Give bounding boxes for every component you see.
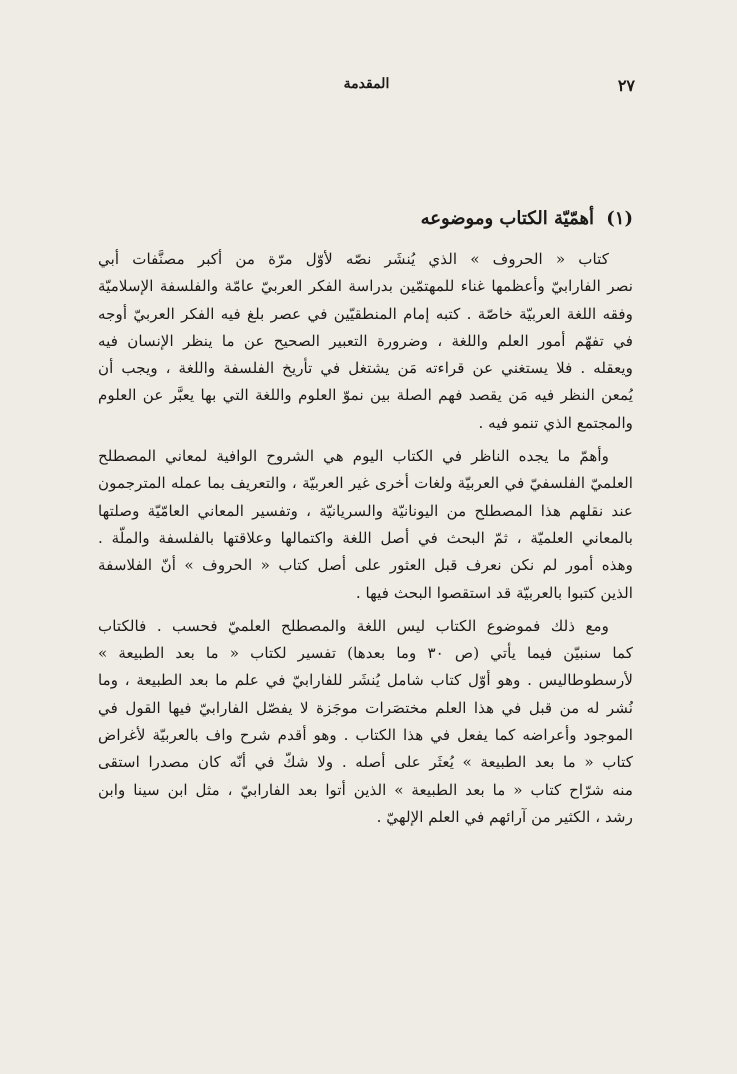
- paragraph-1: [98, 246, 633, 437]
- text-line: منه شرّاح كتاب « ما بعد الطبيعة » الذين أتوا بعد الفارابيّ ، مثل ابن سينا وابن: [98, 780, 633, 799]
- text-line: لأرسطوطاليس . وهو أوّل كتاب شامل يُنشَر للفارابيّ في علم ما بعد الطبيعة ، وما: [98, 671, 633, 690]
- section-heading: [98, 208, 633, 229]
- text-line: نُشر له من قبل في هذا العلم مختصَرات موجَزة لا يفصّل الفارابيّ فيها القول في: [98, 698, 633, 717]
- running-head: [98, 76, 635, 98]
- section-number: (١): [606, 208, 633, 229]
- section-title: أهمّيّة الكتاب وموضوعه: [420, 208, 594, 229]
- text-line: الذين كتبوا بالعربيّة قد استقصوا البحث فيها .: [355, 583, 633, 602]
- text-line: ومع ذلك فموضوع الكتاب ليس اللغة والمصطلح العلميّ فحسب . فالكتاب: [98, 616, 609, 635]
- text-line: والمجتمع الذي تنمو فيه .: [478, 413, 633, 432]
- text-line: العلميّ الفلسفيّ في العربيّة ولغات أخرى غير العربيّة ، والتعريف بما عمله المترجمون: [98, 474, 633, 493]
- text-line: ويعقله . فلا يستغني عن قراءته مَن يشتغل في تأريخ الفلسفة واللغة ، ويجب أن: [98, 359, 633, 378]
- text-line: كما سنبيّن فيما يأتي (ص ٣٠ وما بعدها) تفسير لكتاب « ما بعد الطبيعة »: [98, 644, 633, 663]
- running-title: المقدمة: [343, 76, 390, 92]
- text-line: رشد ، الكثير من آرائهم في العلم الإلهيّ .: [376, 807, 633, 826]
- text-line: وفقه اللغة العربيّة خاصّة . كتبه إمام المنطقيّين في عصر بلغ فيه الفكر العربيّ أوجه: [98, 304, 633, 323]
- page-number: ٢٧: [617, 76, 635, 95]
- text-line: الموجود وأعراضه كما يفعل في هذا الكتاب . وهو أقدم شرح واف بالعربيّة لأغراض: [98, 726, 633, 745]
- paragraph-3: [98, 613, 633, 831]
- text-line: كتاب « ما بعد الطبيعة » يُعثَر على أصله . ولا شكّ في أنّه كان مصدرا استقى: [98, 753, 633, 772]
- text-line: نصر الفارابيّ وأعظمها غناء للمهتمّين بدراسة الفكر العربيّ عامّة والفلسفة الإسلاميّة: [98, 277, 633, 296]
- text-line: وأهمّ ما يجده الناظر في الكتاب اليوم هي الشروح الوافية لمعاني المصطلح: [98, 447, 609, 466]
- text-line: في تفهّم أمور العلم واللغة ، وضرورة التعبير الصحيح عن ما ينظر الإنسان فيه: [98, 331, 633, 350]
- text-line: وهذه أمور لم نكن نعرف قبل العثور على أصل كتاب « الحروف » أنّ الفلاسفة: [98, 556, 633, 575]
- text-line: عند نقلهم هذا المصطلح من اليونانيّة والسريانيّة ، وتفسير المعاني العامّيّة وصلتها: [98, 501, 633, 520]
- text-line: بالمعاني العلميّة ، ثمّ البحث في أصل اللغة واكتمالها وعلاقتها بالفلسفة والملّة .: [98, 528, 633, 547]
- body-text: [98, 246, 633, 831]
- paragraph-2: [98, 443, 633, 607]
- text-line: كتاب « الحروف » الذي يُنشَر نصّه لأوّل مرّة من أكبر مصنَّفات أبي: [98, 250, 609, 268]
- text-line: يُمعن النظر فيه مَن يقصد فهم الصلة بين نموّ العلوم واللغة التي بها يعبَّر عن العلوم: [98, 386, 633, 405]
